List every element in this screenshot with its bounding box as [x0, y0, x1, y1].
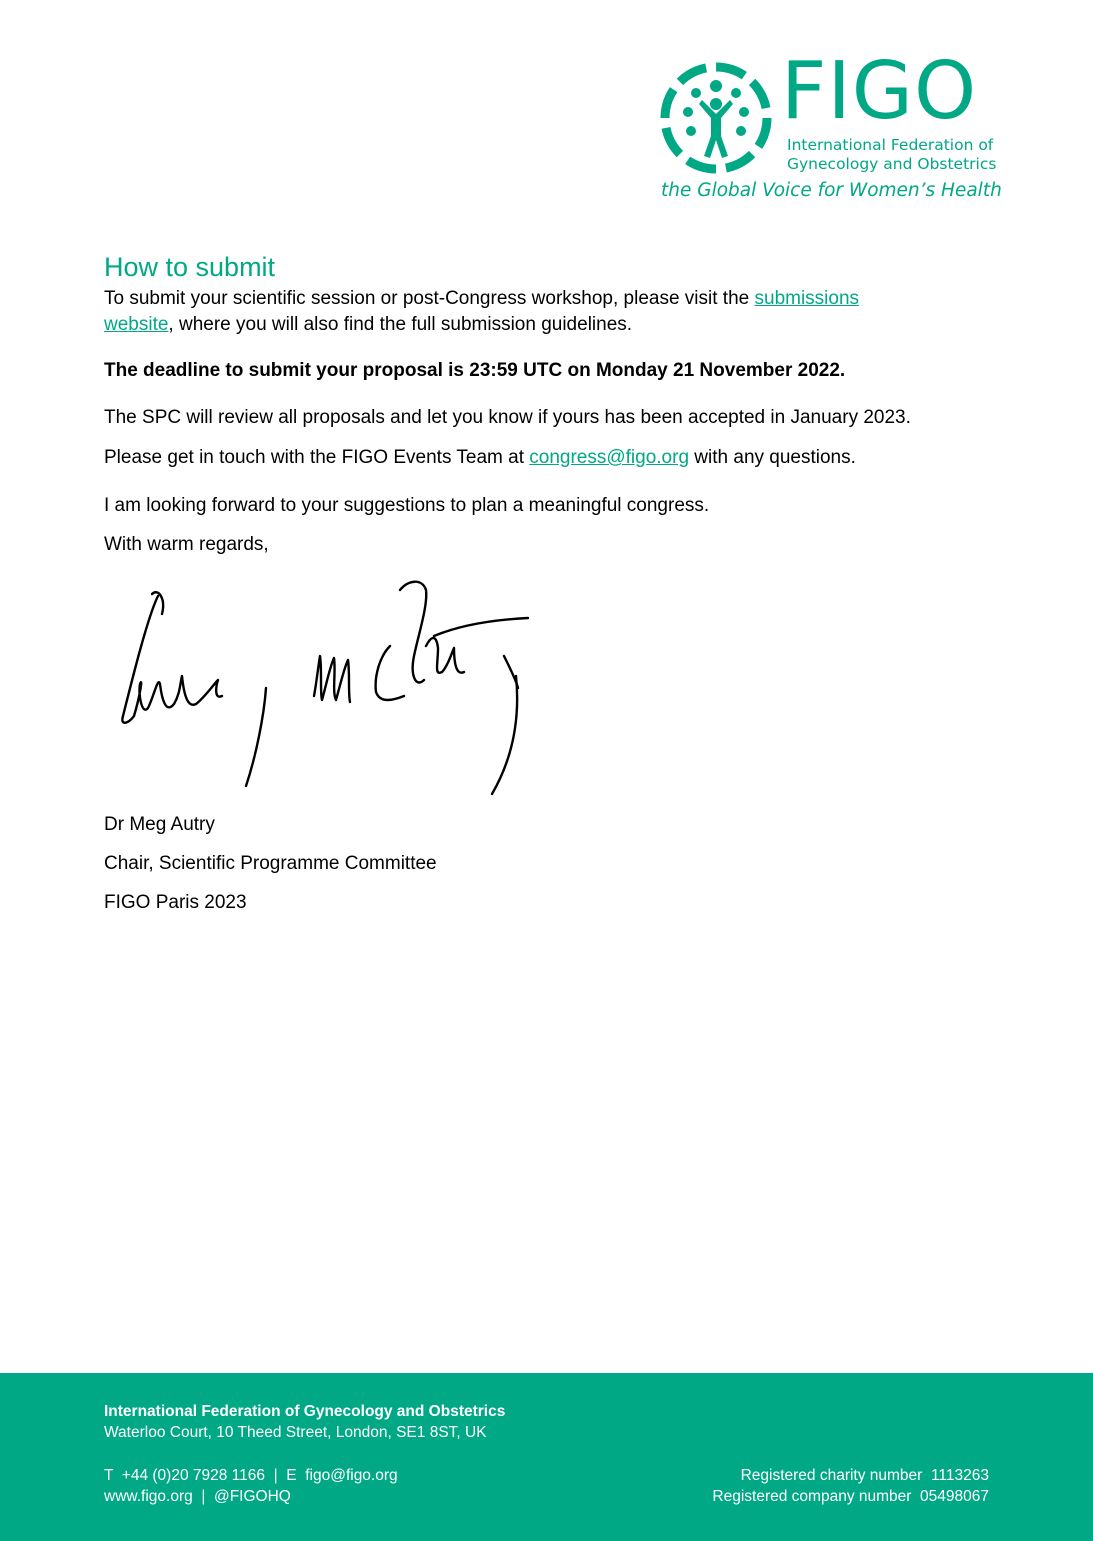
- footer: [0, 1373, 1093, 1541]
- logo-tagline: the Global Voice for Women’s Health: [661, 180, 1002, 201]
- logo-subtitle: [787, 136, 996, 174]
- submit-instructions: [104, 286, 984, 338]
- signature-block: [104, 812, 437, 929]
- contact-text: [104, 445, 984, 471]
- closing-text: With warm regards,: [104, 534, 269, 555]
- footer-charity-number: Registered charity number 1113263: [740, 1467, 989, 1484]
- contact-text-before: Please get in touch with the FIGO Events Team at: [104, 447, 530, 468]
- footer-org-name: International Federation of Gynecology and Obstetrics: [104, 1403, 506, 1420]
- review-text: The SPC will review all proposals and let you know if yours has been accepted in January 2023.: [104, 407, 911, 428]
- submissions-link-line2: website: [104, 314, 169, 335]
- section-heading: How to submit: [104, 252, 276, 282]
- figo-logo: [658, 45, 1002, 210]
- signer-name: Dr Meg Autry: [104, 814, 215, 835]
- letter-body: [104, 250, 984, 558]
- signer-role: Chair, Scientific Programme Committee: [104, 853, 437, 874]
- submit-instructions-text: To submit your scientific session or post-Congress workshop, please visit the: [104, 288, 755, 309]
- handwritten-signature: [118, 576, 538, 800]
- logo-subtitle-line2: Gynecology and Obstetrics: [787, 155, 997, 173]
- deadline-text: The deadline to submit your proposal is 23:59 UTC on Monday 21 November 2022.: [104, 360, 846, 381]
- looking-forward-text: I am looking forward to your suggestions to plan a meaningful congress.: [104, 495, 710, 516]
- logo-subtitle-line1: International Federation of: [787, 136, 994, 154]
- submit-instructions-after: , where you will also find the full submission guidelines.: [168, 314, 633, 335]
- footer-company-number: Registered company number 05498067: [712, 1488, 989, 1505]
- signer-event: FIGO Paris 2023: [104, 892, 247, 913]
- logo-wordmark: FIGO: [781, 45, 978, 137]
- figo-emblem-icon: [658, 60, 774, 176]
- contact-text-after: with any questions.: [689, 447, 856, 468]
- submissions-link-line1: submissions: [754, 288, 860, 309]
- congress-email-link[interactable]: congress@figo.org: [529, 447, 690, 468]
- footer-web: www.figo.org | @FIGOHQ: [104, 1488, 291, 1505]
- footer-contact: T +44 (0)20 7928 1166 | E figo@figo.org: [104, 1467, 398, 1484]
- footer-address: Waterloo Court, 10 Theed Street, London, SE1 8ST, UK: [104, 1424, 487, 1441]
